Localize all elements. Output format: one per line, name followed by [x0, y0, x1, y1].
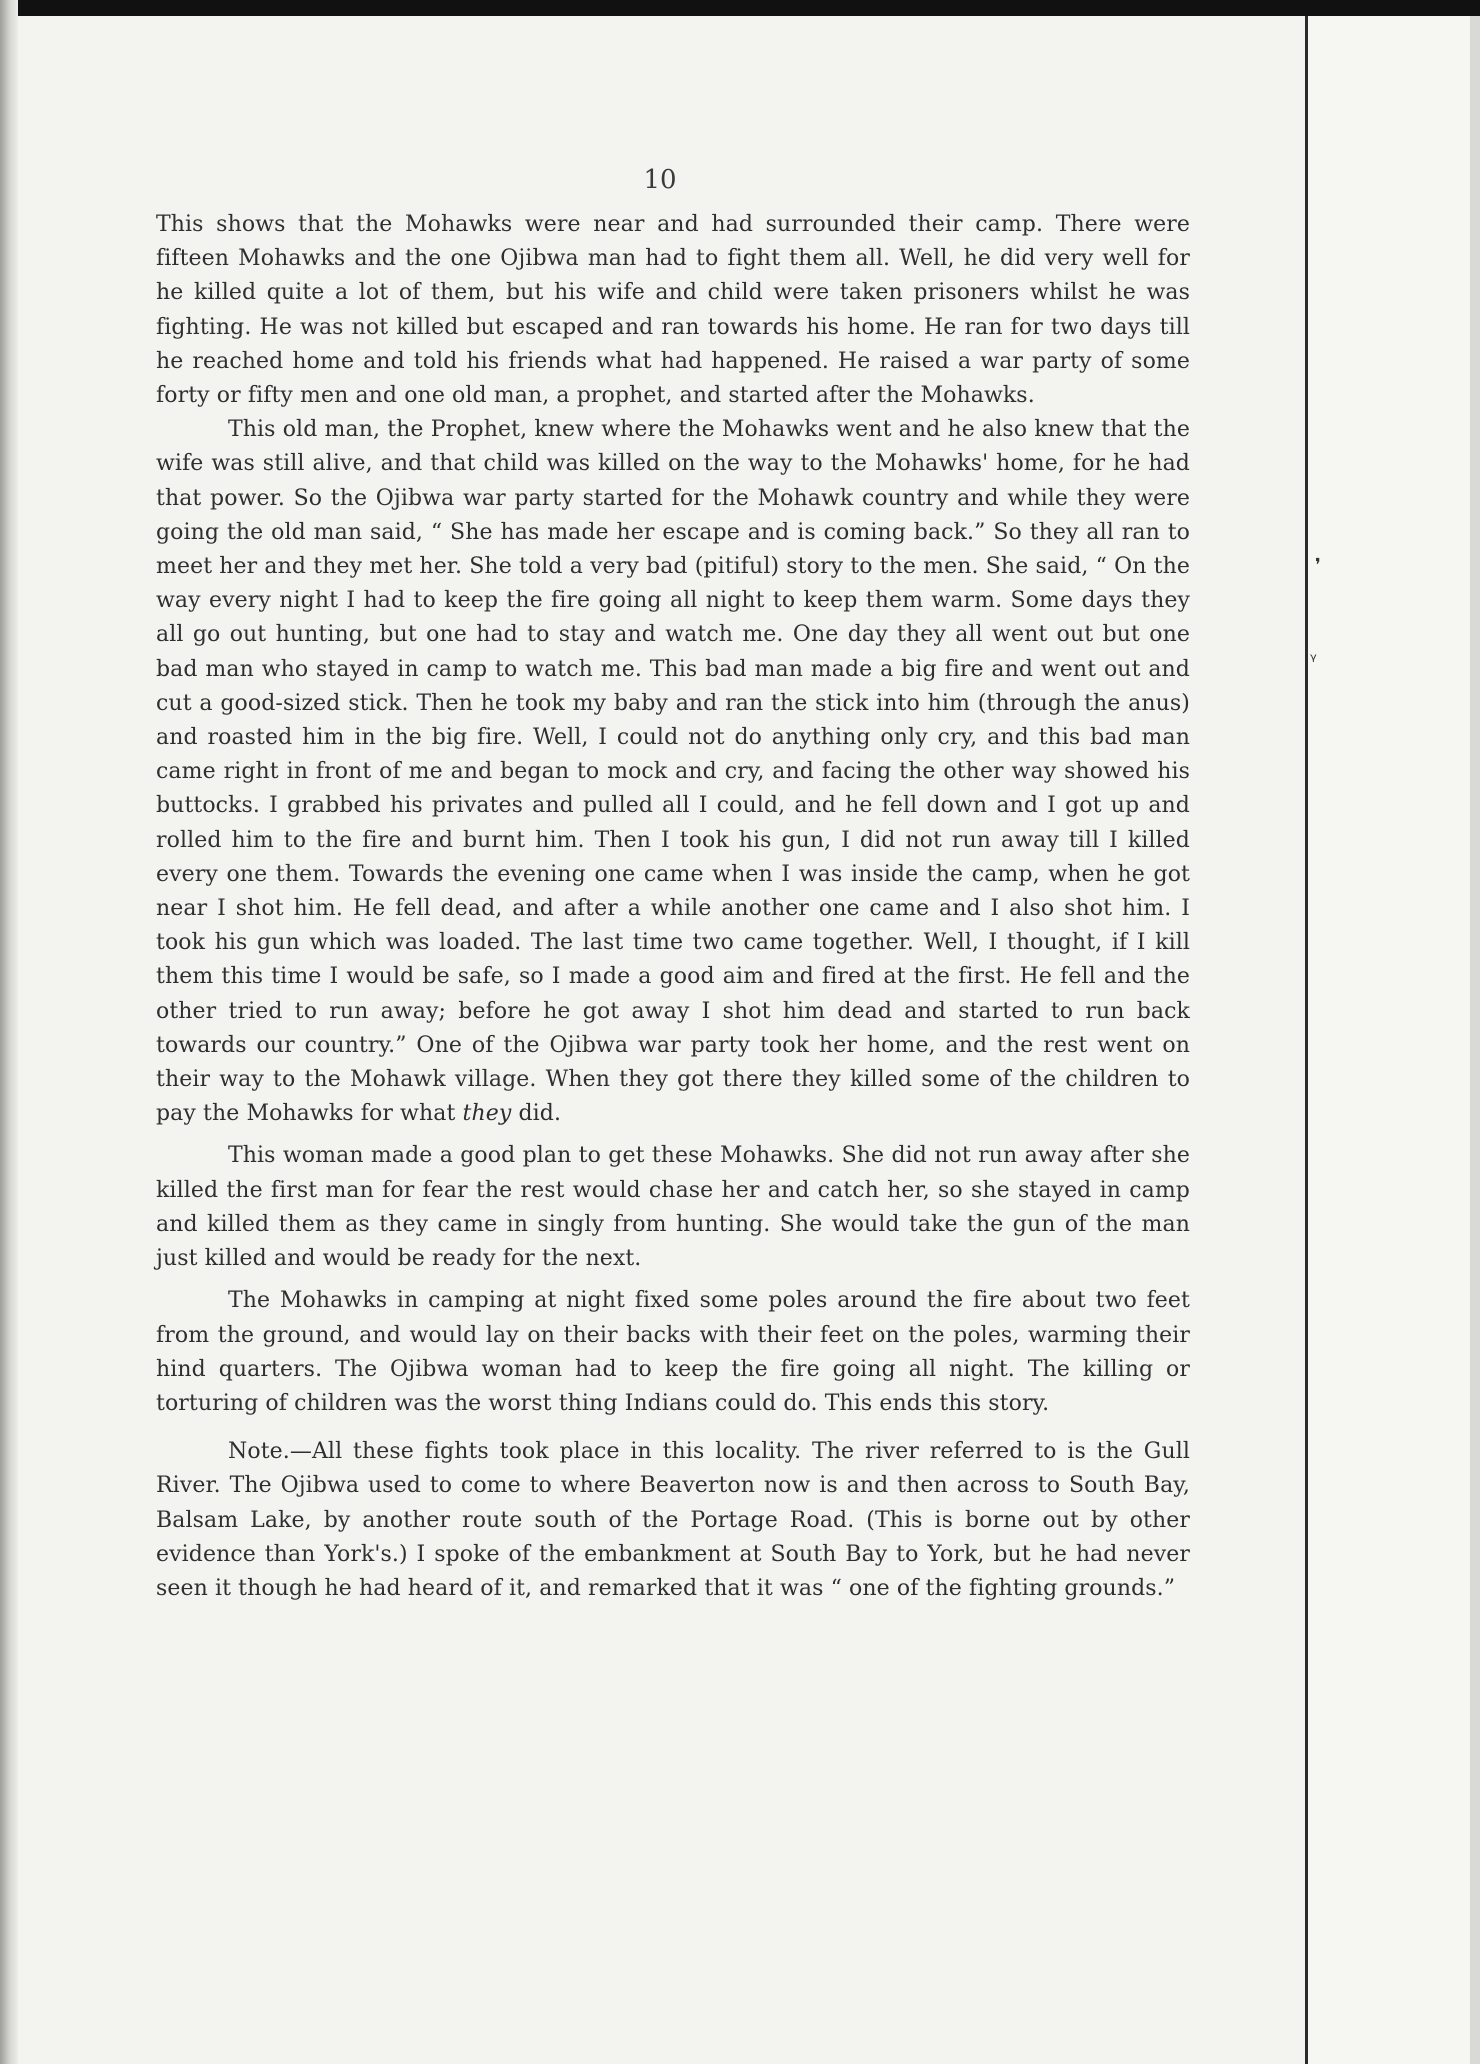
page-body-text: [156, 208, 1190, 1606]
paragraph-1: This shows that the Mohawks were near and had surrounded their camp. There were fifteen Mohawks and the one Ojibwa man had to fight them all. Well, he did very well for he killed quite a lot of them, but his wife and child were taken prisoners whilst he was fighting. He was not killed but escaped and ran towards his home. He ran for two days till he reached home and told his friends what had happened. He raised a war party of some forty or fifty men and one old man, a prophet, and started after the Mohawks.: [156, 212, 1190, 409]
paragraph-4: The Mohawks in camping at night fixed some poles around the fire about two feet from the ground, and would lay on their backs with their feet on the poles, warming their hind quarters. The Ojibwa woman had to keep the fire going all night. The killing or torturing of children was the worst thing Indians could do. This ends this story.: [156, 1288, 1190, 1416]
scan-speck-mark: ᵞ: [1310, 650, 1317, 671]
paragraph-3: This woman made a good plan to get these Mohawks. She did not run away after she killed the first man for fear the rest would chase her and catch her, so she stayed in camp and killed them as they came in singly from hunting. She would take the gun of the man just killed and would be ready for the next.: [156, 1143, 1190, 1272]
scan-speck-mark: ❜: [1315, 555, 1321, 576]
paragraph-2-italic-word: they: [462, 1101, 512, 1127]
note-paragraph: Note.—All these fights took place in this locality. The river referred to is the Gull River. The Ojibwa used to come to where Beaverton now is and then across to South Bay, Balsam Lake, by another route south of the Portage Road. (This is borne out by other evidence than York's.) I spoke of the embankment at South Bay to York, but he had never seen it though he had heard of it, and remarked that it was “ one of the fighting grounds.”: [156, 1439, 1190, 1601]
scan-left-binding-shadow: [0, 0, 18, 2064]
scan-right-border: [1470, 16, 1480, 2064]
scan-top-border: [0, 0, 1480, 16]
scan-right-page-edge: [1305, 16, 1308, 2064]
paragraph-2-ending: did.: [511, 1101, 562, 1127]
page-number: 10: [643, 165, 677, 195]
paragraph-2: [156, 413, 1190, 1131]
scan-right-margin: [1308, 16, 1480, 2064]
paragraph-2-text: This old man, the Prophet, knew where the Mohawks went and he also knew that the wife was still alive, and that child was killed on the way to the Mohawks' home, for he had that power. So the Ojibwa war party started for the Mohawk country and while they were going the old man said, “ She has made her escape and is coming back.” So they all ran to meet her and they met her. She told a very bad (pitiful) story to the men. She said, “ On the way every night I had to keep the fire going all night to keep them warm. Some days they all go out hunting, but one had to stay and watch me. One day they all went out but one bad man who stayed in camp to watch me. This bad man made a big fire and went out and cut a good-sized stick. Then he took my baby and ran the stick into him (through the anus) and roasted him in the big fire. Well, I could not do anything only cry, and this bad man came right in front of me and began to mock and cry, and facing the other way showed his buttocks. I grabbed his privates and pulled all I could, and he fell down and I got up and rolled him to the fire and burnt him. Then I took his gun, I did not run away till I killed every one them. Towards the evening one came when I was inside the camp, when he got near I shot him. He fell dead, and after a while another one came and I also shot him. I took his gun which was loaded. The last time two came together. Well, I thought, if I kill them this time I would be safe, so I made a good aim and fired at the first. He fell and the other tried to run away; before he got away I shot him dead and started to run back towards our country.” One of the Ojibwa war party took her home, and the rest went on their way to the Mohawk village. When they got there they killed some of the children to pay the Mohawks for what: [156, 417, 1190, 1127]
